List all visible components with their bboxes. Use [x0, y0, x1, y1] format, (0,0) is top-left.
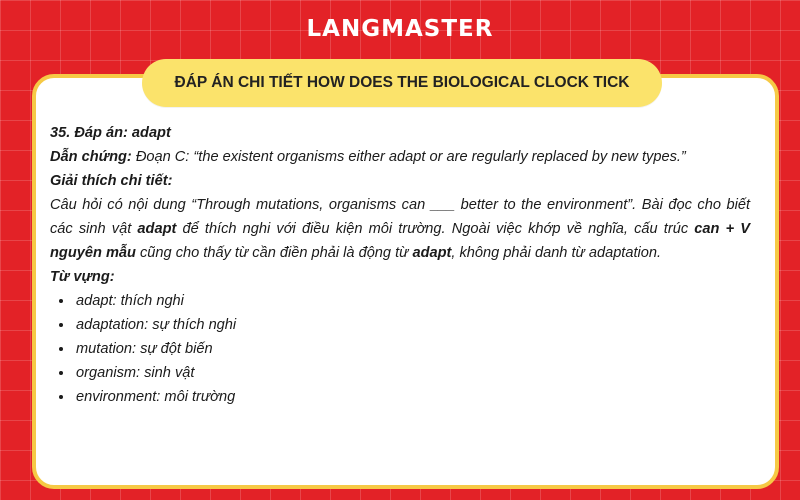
evidence-paragraph — [50, 145, 750, 169]
vocab-item: • adaptation: sự thích nghi — [74, 313, 750, 337]
answer-content — [50, 121, 750, 409]
vocab-item: • environment: môi trường — [74, 385, 750, 409]
explanation-text-3: cũng cho thấy từ cần điền phải là động từ — [135, 245, 413, 261]
answer-heading: 35. Đáp án: adapt — [50, 125, 171, 141]
vocabulary-list — [50, 289, 750, 409]
vocab-item: • mutation: sự đột biến — [74, 337, 750, 361]
explanation-text-2: để thích nghi với điều kiện môi trường. Ngoài việc khớp về nghĩa, cấu trúc — [176, 221, 695, 237]
vocabulary-label: Từ vựng: — [50, 269, 115, 285]
explanation-paragraph — [50, 193, 750, 265]
explanation-label: Giải thích chi tiết: — [50, 173, 173, 189]
vocab-item: • adapt: thích nghi — [74, 289, 750, 313]
langmaster-logo: LANGMASTER — [306, 16, 494, 42]
evidence-label: Dẫn chứng: — [50, 149, 132, 165]
keyword-adapt: adapt — [137, 221, 177, 237]
keyword-adapt-2: adapt — [412, 245, 452, 261]
vocab-item: • organism: sinh vật — [74, 361, 750, 385]
keyword-structure: can + V nguyên mẫu — [50, 221, 750, 261]
page-title: ĐÁP ÁN CHI TIẾT HOW DOES THE BIOLOGICAL CLOCK TICK — [142, 59, 662, 107]
evidence-text: Đoạn C: “the existent organisms either adapt or are regularly replaced by new types.” — [131, 149, 686, 165]
explanation-text-4: , không phải danh từ adaptation. — [451, 245, 662, 261]
explanation-text-1: Câu hỏi có nội dung “Through mutations, organisms can ___ better to the environment”. Bài đọc cho biết các sinh vật — [50, 197, 750, 237]
